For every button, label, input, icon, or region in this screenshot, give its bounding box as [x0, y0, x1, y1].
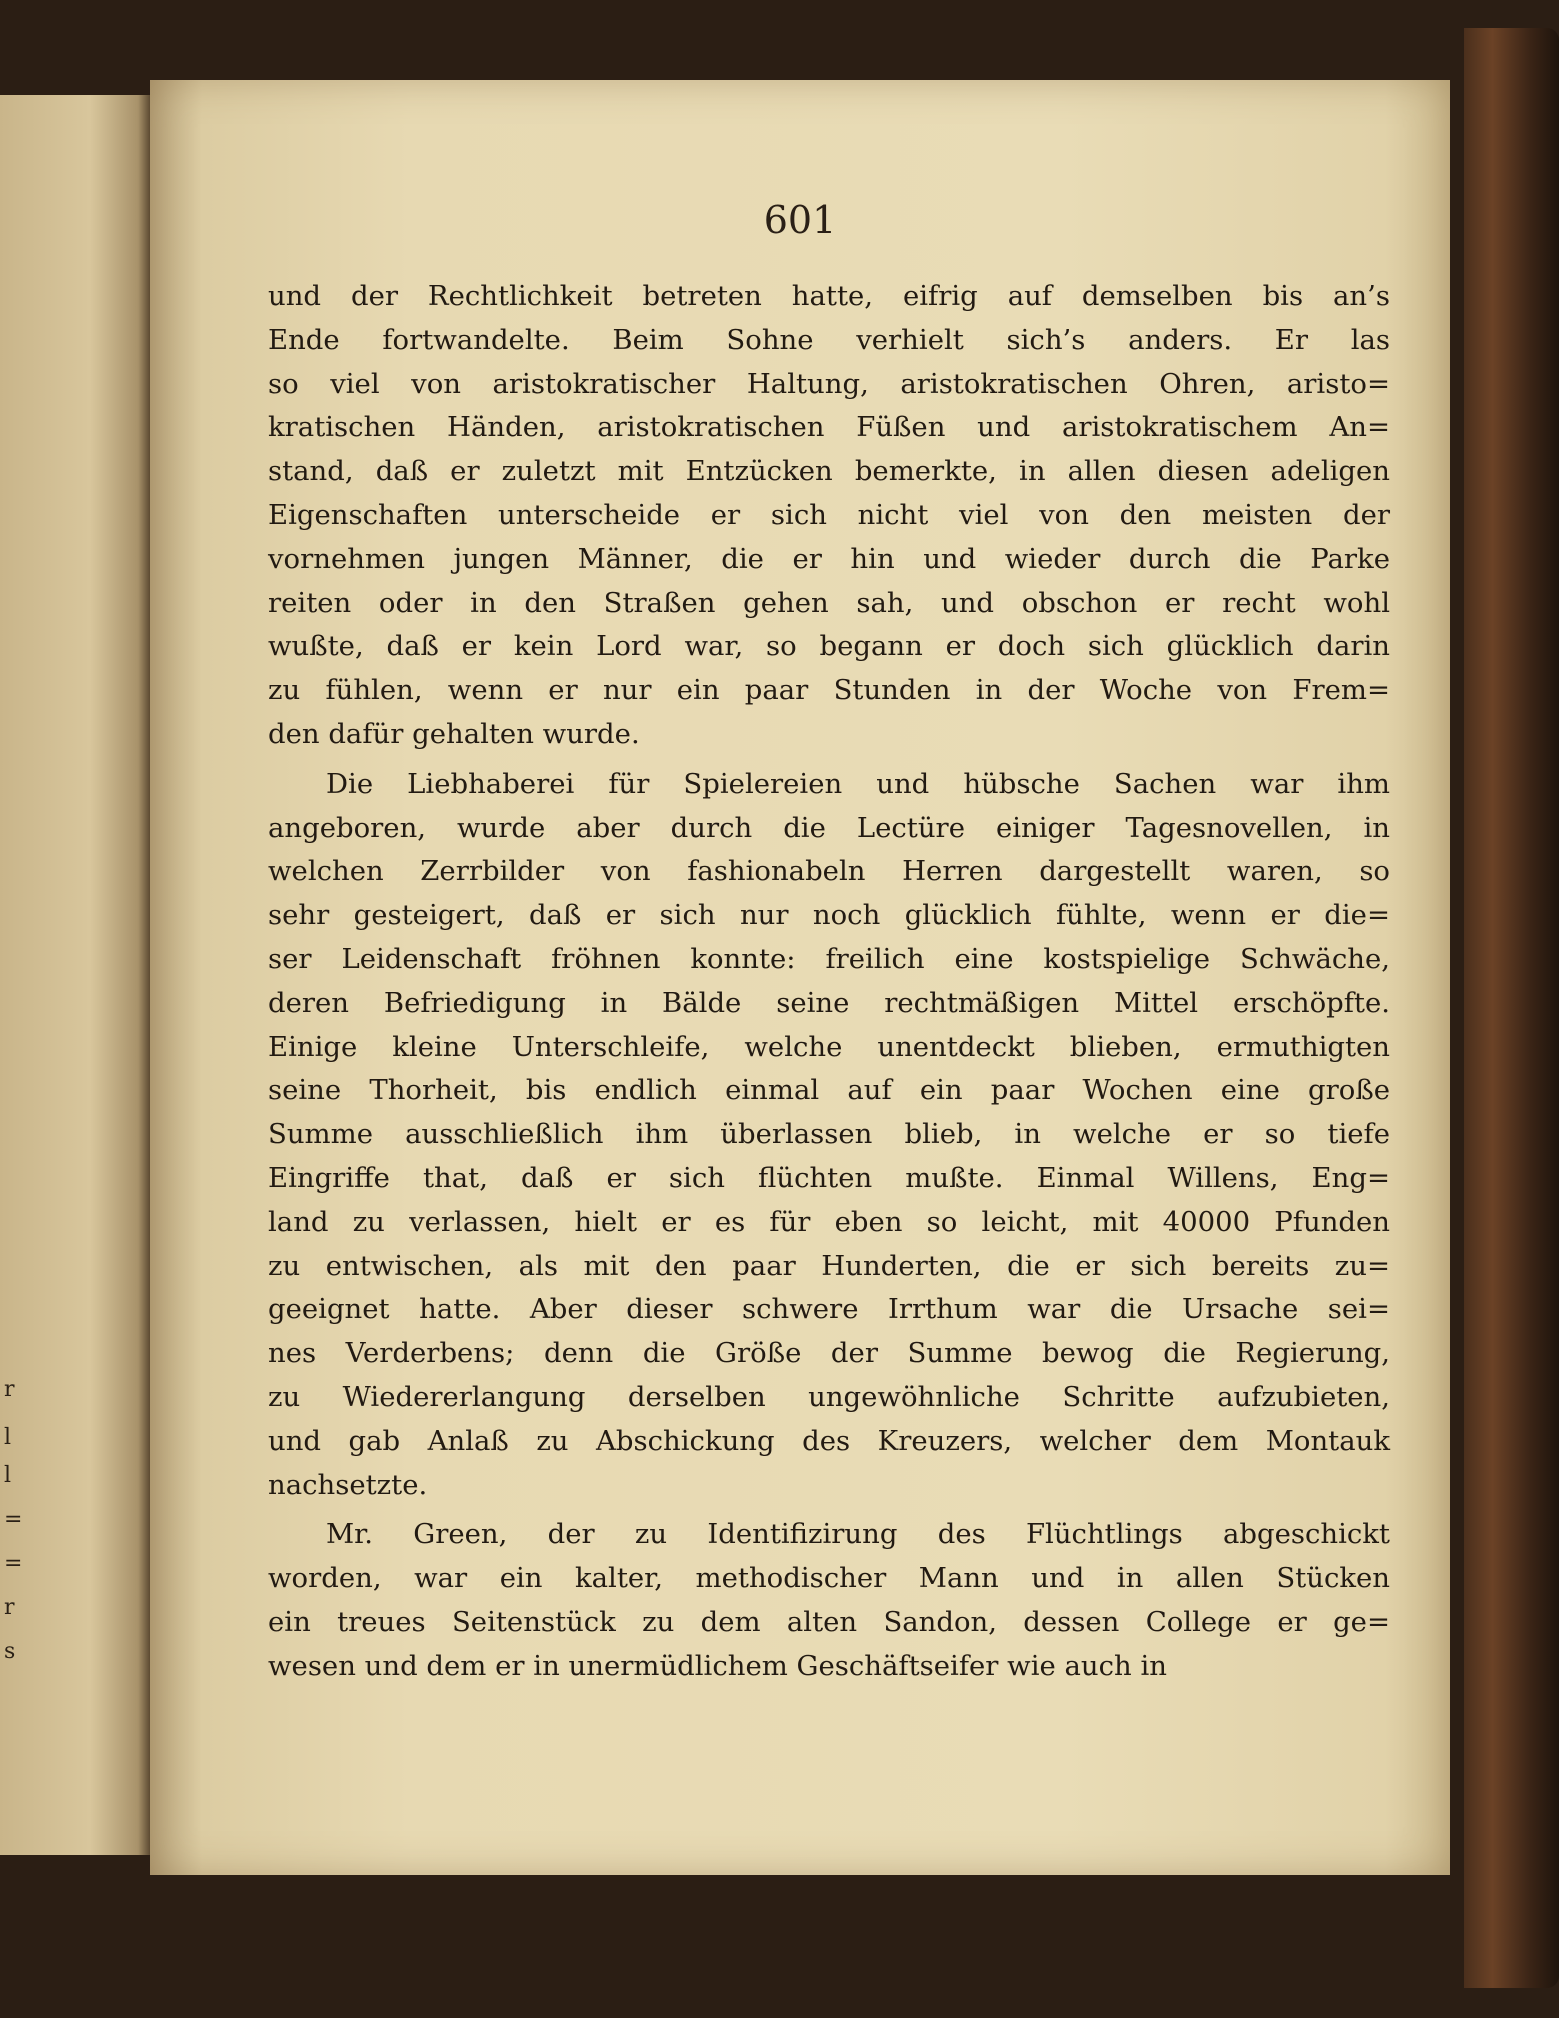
text-line: und gab Anlaß zu Abschickung des Kreuzers, welcher dem Montauk: [268, 1424, 1390, 1457]
paragraph: [268, 1513, 1390, 1688]
text-line: wesen und dem er in unermüdlichem Geschäftseifer wie auch in: [268, 1649, 1167, 1682]
text-line: Einige kleine Unterschleife, welche unentdeckt blieben, ermuthigten: [268, 1030, 1390, 1063]
text-line: Eingriffe that, daß er sich flüchten mußte. Einmal Willens, Eng=: [268, 1161, 1390, 1194]
text-line: kratischen Händen, aristokratischen Füßen und aristokratischem An=: [268, 411, 1390, 444]
text-line: geeignet hatte. Aber dieser schwere Irrthum war die Ursache sei=: [268, 1293, 1390, 1326]
text-line: stand, daß er zuletzt mit Entzücken bemerkte, in allen diesen adeligen: [268, 455, 1390, 488]
text-line: zu fühlen, wenn er nur ein paar Stunden in der Woche von Frem=: [268, 674, 1390, 707]
page-number: 601: [763, 198, 837, 242]
right-page: [150, 80, 1450, 1875]
text-line: wußte, daß er kein Lord war, so begann er doch sich glücklich darin: [268, 630, 1390, 663]
text-line: angeboren, wurde aber durch die Lectüre einiger Tagesnovellen, in: [268, 811, 1390, 844]
text-line: vornehmen jungen Männer, die er hin und wieder durch die Parke: [268, 542, 1390, 575]
text-line: nes Verderbens; denn die Größe der Summe bewog die Regierung,: [268, 1337, 1390, 1370]
text-line: zu entwischen, als mit den paar Hunderten, die er sich bereits zu=: [268, 1249, 1390, 1282]
text-line: land zu verlassen, hielt er es für eben so leicht, mit 40000 Pfunden: [268, 1205, 1390, 1238]
text-line: Mr. Green, der zu Identifizirung des Flüchtlings abgeschickt: [326, 1518, 1390, 1551]
left-page-edge: [0, 95, 150, 1855]
text-line: und der Rechtlichkeit betreten hatte, eifrig auf demselben bis an’s: [268, 280, 1390, 312]
text-line: nachsetzte.: [268, 1468, 428, 1501]
text-line: den dafür gehalten wurde.: [268, 717, 640, 750]
text-line: Summe ausschließlich ihm überlassen blieb, in welche er so tiefe: [268, 1118, 1390, 1151]
text-line: worden, war ein kalter, methodischer Mann und in allen Stücken: [268, 1562, 1390, 1595]
text-line: Ende fortwandelte. Beim Sohne verhielt sich’s anders. Er las: [268, 323, 1390, 356]
text-line: Die Liebhaberei für Spielereien und hübsche Sachen war ihm: [326, 767, 1390, 800]
text-line: zu Wiedererlangung derselben ungewöhnliche Schritte aufzubieten,: [268, 1380, 1390, 1413]
text-line: reiten oder in den Straßen gehen sah, und obschon er recht wohl: [268, 586, 1390, 619]
left-page-glyph: s: [4, 1639, 16, 1664]
left-page-glyph: =: [4, 1551, 23, 1576]
paragraph: [268, 275, 1390, 757]
left-page-glyph: l: [4, 1463, 12, 1488]
left-page-glyph: r: [4, 1377, 15, 1402]
left-page-glyph: =: [4, 1507, 23, 1532]
text-line: so viel von aristokratischer Haltung, aristokratischen Ohren, aristo=: [268, 367, 1390, 400]
text-line: Eigenschaften unterscheide er sich nicht viel von den meisten der: [268, 498, 1390, 531]
text-line: deren Befriedigung in Bälde seine rechtmäßigen Mittel erschöpfte.: [268, 986, 1390, 1019]
text-line: ein treues Seitenstück zu dem alten Sandon, dessen College er ge=: [268, 1605, 1390, 1638]
text-line: seine Thorheit, bis endlich einmal auf ein paar Wochen eine große: [268, 1074, 1390, 1107]
left-page-glyph: r: [4, 1595, 15, 1620]
body-text: [268, 275, 1390, 1689]
text-line: ser Leidenschaft fröhnen konnte: freilich eine kostspielige Schwäche,: [268, 942, 1390, 975]
left-page-glyph: l: [4, 1425, 12, 1450]
text-line: sehr gesteigert, daß er sich nur noch glücklich fühlte, wenn er die=: [268, 899, 1390, 932]
paragraph: [268, 763, 1390, 1508]
text-line: welchen Zerrbilder von fashionabeln Herren dargestellt waren, so: [268, 855, 1390, 888]
book-cover-edge: [1464, 28, 1559, 1988]
